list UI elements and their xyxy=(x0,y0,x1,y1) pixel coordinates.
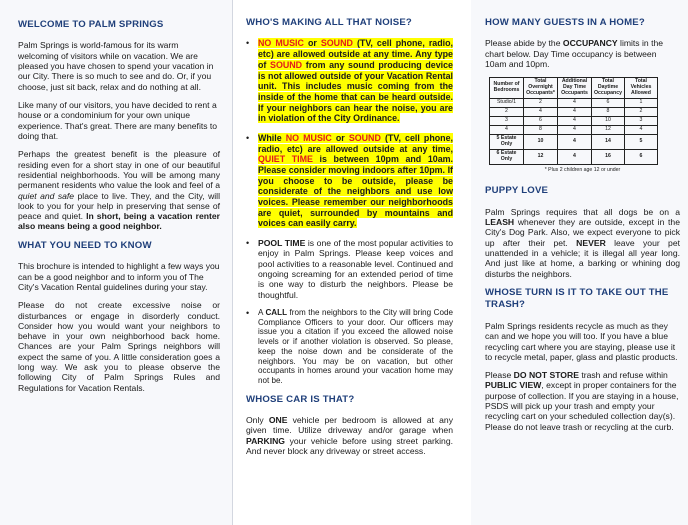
table-cell: 12 xyxy=(592,126,625,135)
text-span: vehicle per bedroom is allowed at any given time. Utilize driveway and/or garage when xyxy=(246,415,453,436)
list-item xyxy=(246,133,453,229)
table-row xyxy=(490,135,658,150)
table-cell: Studio/1 xyxy=(490,99,524,108)
text-span: from any sound producing device is not allowed outside of your Vacation Rental unit. This includes music coming from the inside of the home that can be heard outside. If your neighbors can hear the noise, you are in violation of the City Ordinance. xyxy=(258,59,453,124)
red-text: QUIET TIME xyxy=(258,154,313,165)
trash-paragraph-1: Palm Springs residents recycle as much as they can and we hope you will too. If you have a blue recycling cart where you are staying, please use it to recycle metal, paper, glass and plastic products. xyxy=(485,320,678,362)
highlighted-rule xyxy=(258,38,453,123)
text-span: While xyxy=(258,132,286,143)
table-cell: 10 xyxy=(524,135,558,150)
table-cell: 4 xyxy=(558,99,592,108)
highlighted-rule xyxy=(258,133,453,229)
red-text: SOUND xyxy=(348,132,381,143)
table-cell: 5 Estate Only xyxy=(490,135,524,150)
welcome-heading: WELCOME TO PALM SPRINGS xyxy=(18,19,164,30)
bold-text: CALL xyxy=(265,308,288,318)
text-span: Please abide by the xyxy=(485,38,563,49)
bold-text: LEASH xyxy=(485,217,515,228)
text-span: whenever they are outside, except in the City's Dog Park. Also, we expect everyone to pick up after their pet. xyxy=(485,217,680,248)
bold-text: OCCUPANCY xyxy=(562,38,618,49)
text-span: place to live. They, and the City, will look to you for your help in preserving that sense of peace and quiet. xyxy=(18,190,221,222)
text-span: from the neighbors to the City will bring Code Compliance Officers to your door. Our officers may issue you a citation if you exceed the allowed noise levels or if another violation is observed. So please, keep the noise down and be considerate of the neighbors. You may be on vacation, but other occupants in homes around your vacation home may not be. xyxy=(258,308,453,385)
table-row xyxy=(490,150,658,165)
table-cell: 2 xyxy=(490,108,524,117)
bullet-icon: • xyxy=(246,238,250,249)
table-cell: 10 xyxy=(592,117,625,126)
middle-column xyxy=(232,0,471,525)
table-row xyxy=(490,108,658,117)
puppy-paragraph xyxy=(485,207,680,279)
table-cell: 4 xyxy=(524,108,558,117)
red-text: SOUND xyxy=(270,59,303,70)
table-cell: 2 xyxy=(624,108,657,117)
bullet-icon: • xyxy=(246,132,250,143)
noise-rules-list xyxy=(246,38,453,385)
table-header-cell: Total Overnight Occupants* xyxy=(524,78,558,99)
text-span: trash and refuse within xyxy=(578,370,668,381)
left-column xyxy=(0,0,232,525)
bullet-icon: • xyxy=(246,308,250,319)
table-cell: 14 xyxy=(592,135,625,150)
bold-text: In short, being a vacation renter also means being a good neighbor. xyxy=(18,211,220,232)
table-cell: 4 xyxy=(558,117,592,126)
table-header-cell: Number of Bedrooms xyxy=(490,78,524,99)
right-column xyxy=(471,0,688,525)
list-item xyxy=(246,238,453,300)
table-cell: 12 xyxy=(524,150,558,165)
text-span: Only xyxy=(246,415,269,426)
text-span: or xyxy=(331,132,349,143)
table-cell: 1 xyxy=(624,99,657,108)
guests-heading: HOW MANY GUESTS IN A HOME? xyxy=(485,17,645,28)
table-header-cell: Total Daytime Occupancy xyxy=(592,78,625,99)
text-span: (TV, cell phone, radio, etc) are allowed outside at any time, xyxy=(258,132,453,154)
table-cell: 2 xyxy=(524,99,558,108)
guests-paragraph xyxy=(485,38,680,69)
bold-text: DO NOT STORE xyxy=(513,370,579,381)
text-span: Perhaps the greatest benefit is the pleasure of residing even for a short stay in one of our beautiful residential neighborhoods. You will be among many permanent residents who value the look and feel of a xyxy=(18,149,220,191)
bullet-icon: • xyxy=(246,38,250,49)
list-item xyxy=(246,308,453,386)
table-header-cell: Additional Day Time Occupants xyxy=(558,78,592,99)
text-span: or xyxy=(303,38,321,49)
text-span: A xyxy=(258,308,266,318)
red-text: NO MUSIC xyxy=(285,132,332,143)
table-header-row xyxy=(490,78,658,99)
table-cell: 4 xyxy=(490,126,524,135)
table-cell: 6 xyxy=(592,99,625,108)
bold-text: PUBLIC VIEW xyxy=(485,380,542,391)
text-span: limits in the chart below. Day Time occupancy is between 10am and 10pm. xyxy=(485,38,664,70)
puppy-heading: PUPPY LOVE xyxy=(485,185,549,197)
table-cell: 6 xyxy=(624,150,657,165)
welcome-paragraph-1: Palm Springs is world-famous for its warm welcoming of visitors while on vacation. We are pleased you have chosen to spend your vacation in our City. There is so much to see and do. Or, if you choose, just sit back, relax and do nothing at all. xyxy=(18,40,214,92)
bold-text: POOL TIME xyxy=(258,238,306,249)
table-row xyxy=(490,126,658,135)
car-heading: WHOSE CAR IS THAT? xyxy=(246,393,355,405)
red-text: SOUND xyxy=(320,38,353,49)
list-item xyxy=(246,38,453,124)
table-cell: 4 xyxy=(558,150,592,165)
table-footnote: * Plus 2 children age 12 or under xyxy=(544,167,621,174)
text-span: , except in proper containers for the purpose of collection. If you are staying in a house, PSDS will pick up your trash and empty your recycling cart on your scheduled collection day(s). Please do not leave trash or recycling at the curb. xyxy=(485,380,679,432)
table-cell: 16 xyxy=(592,150,625,165)
table-cell: 3 xyxy=(490,117,524,126)
occupancy-table xyxy=(489,77,658,165)
table-cell: 5 xyxy=(624,135,657,150)
text-span: is between 10pm and 10am. Please consider moving indoors after 10pm. If you choose to be outside, please be considerate of the neighbors and use low voices. Please remember our neighborhoods are quiet, surrounded by mountains and voices can easily carry. xyxy=(258,154,453,229)
table-cell: 6 Estate Only xyxy=(490,150,524,165)
text-span: Please xyxy=(485,370,514,381)
table-row xyxy=(490,117,658,126)
text-span: leave your pet unattended in a vehicle; it is illegal all year long. And just like at home, a barking or whining dog disturbs the neighbors. xyxy=(485,237,681,279)
bold-text: PARKING xyxy=(246,435,285,446)
need-paragraph-2: Please do not create excessive noise or disturbances or engage in disorderly conduct. Consider how you would want your neighbors to behave in your own neighborhood back home. Chances are your Palm Springs neighbors will expect the same of you. A little consideration goes a long way. We ask you to please observe the following City of Palm Springs Rules and Regulations for Vacation Rentals. xyxy=(18,300,220,393)
text-span: Palm Springs requires that all dogs be on a xyxy=(485,206,680,217)
bold-text: ONE xyxy=(268,415,288,426)
need-to-know-heading: WHAT YOU NEED TO KNOW xyxy=(18,239,152,251)
car-paragraph xyxy=(246,415,453,456)
table-cell: 4 xyxy=(558,108,592,117)
table-row xyxy=(490,99,658,108)
noise-heading: WHO'S MAKING ALL THAT NOISE? xyxy=(246,17,412,28)
emphasis-text: quiet and safe xyxy=(18,190,75,201)
table-cell: 8 xyxy=(592,108,625,117)
welcome-paragraph-2: Like many of our visitors, you have decided to rent a house or a condominium for your own unique experience. That's great. There are many benefits to doing that. xyxy=(18,100,218,141)
text-span: is one of the most popular activities to enjoy in Palm Springs. Please keep voices and pool activities to a reasonable level. Continued and ongoing screaming for an extended period of time is one way to disturb the neighbors. Please be thoughtful. xyxy=(258,238,453,300)
bold-text: NEVER xyxy=(576,237,606,248)
table-cell: 4 xyxy=(558,135,592,150)
trash-heading: WHOSE TURN IS IT TO TAKE OUT THE TRASH? xyxy=(485,286,669,311)
table-cell: 6 xyxy=(524,117,558,126)
table-cell: 3 xyxy=(624,117,657,126)
table-cell: 4 xyxy=(624,126,657,135)
welcome-paragraph-3 xyxy=(18,149,220,232)
text-span: (TV, cell phone, radio, etc) are allowed outside at any time. Any type of xyxy=(258,38,453,70)
table-cell: 4 xyxy=(558,126,592,135)
trash-paragraph-2 xyxy=(485,370,680,432)
table-cell: 8 xyxy=(524,126,558,135)
table-header-cell: Total Vehicles Allowed xyxy=(624,78,657,99)
red-text: NO MUSIC xyxy=(258,38,304,49)
text-span: your vehicle before using street parking. And never block any driveway or street access. xyxy=(246,435,453,457)
need-paragraph-1: This brochure is intended to highlight a few ways you can be a good neighbor and to inform you of The City's Vacation Rental guidelines during your stay. xyxy=(18,261,220,292)
